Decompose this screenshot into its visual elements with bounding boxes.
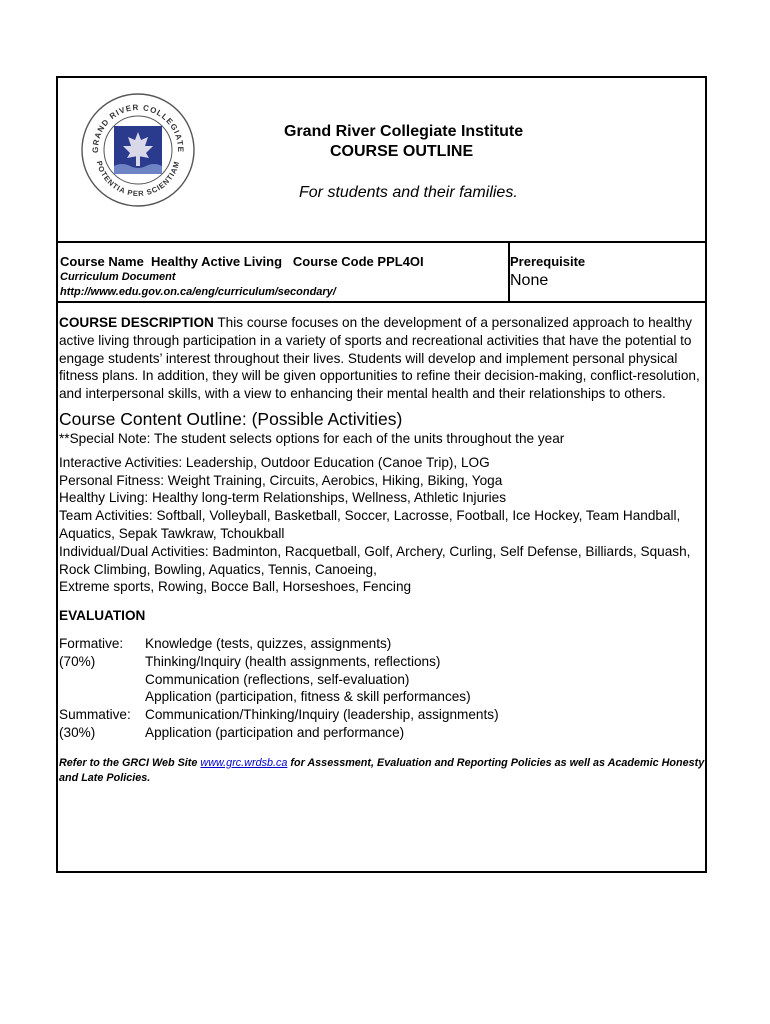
course-description	[59, 314, 707, 403]
special-note: **Special Note: The student selects options for each of the units throughout the year	[59, 430, 565, 446]
course-outline-frame	[56, 76, 707, 873]
evaluation-text: Communication/Thinking/Inquiry (leadership, assignments)	[145, 707, 499, 723]
evaluation-label: (70%)	[59, 653, 96, 669]
outline-item-interactive: Interactive Activities: Leadership, Outdoor Education (Canoe Trip), LOG	[59, 454, 490, 470]
evaluation-label: Formative:	[59, 635, 124, 651]
evaluation-label: (30%)	[59, 724, 96, 740]
evaluation-text: Communication (reflections, self-evaluation)	[145, 671, 410, 687]
prerequisite-label: Prerequisite	[510, 254, 586, 269]
grci-website-link[interactable]: www.grc.wrdsb.ca	[200, 756, 288, 769]
school-name: Grand River Collegiate Institute	[284, 123, 524, 140]
evaluation-row	[59, 671, 499, 689]
course-info-row	[58, 241, 705, 303]
description-text: This course focuses on the development of a personalized approach to healthy active living through participation in a variety of sports and recreational activities that have the potential to engage students’ interest throughout their lives. Students will develop and implement personal physical fitness plans. In addition, they will be given opportunities to refine their decision-making, conflict-resolution, and interpersonal skills, with a view to enhancing their mental health and their relationships to others.	[59, 315, 700, 402]
evaluation-text: Application (participation and performance)	[145, 724, 405, 740]
evaluation-label	[59, 688, 145, 706]
evaluation-text: Application (participation, fitness & skill performances)	[145, 689, 471, 705]
evaluation-table	[59, 635, 499, 742]
document-title: COURSE OUTLINE	[330, 143, 474, 160]
course-code-label: Course Code	[292, 254, 374, 269]
tagline: For students and their families.	[299, 184, 518, 201]
curriculum-url[interactable]: http://www.edu.gov.on.ca/eng/curriculum/secondary/	[60, 286, 336, 298]
refer-suffix: for Assessment, Evaluation and Reporting Policies as well as Academic Honesty and Late Policies.	[59, 756, 705, 784]
course-name-value: Healthy Active Living	[151, 254, 283, 269]
evaluation-row	[59, 688, 499, 706]
outline-item-extreme-sports: Extreme sports, Rowing, Bocce Ball, Horseshoes, Fencing	[59, 579, 412, 595]
policy-reference	[59, 756, 707, 786]
prerequisite-value: None	[510, 272, 549, 289]
svg-text:GRAND RIVER COLLEGIATE: GRAND RIVER COLLEGIATE	[90, 102, 186, 153]
outline-item-personal-fitness: Personal Fitness: Weight Training, Circuits, Aerobics, Hiking, Biking, Yoga	[59, 472, 503, 488]
course-name-line	[60, 254, 424, 269]
course-name-label: Course Name	[60, 254, 144, 269]
course-code-value: PPL4OI	[377, 254, 424, 269]
evaluation-label	[59, 671, 145, 689]
outline-item-individual-dual: Individual/Dual Activities: Badminton, Racquetball, Golf, Archery, Curling, Self Defense, Billiards, Squash, Rock Climbing, Bowling, Aquatics, Tennis, Canoeing,	[59, 543, 691, 577]
course-body	[59, 314, 707, 786]
school-seal-logo	[80, 92, 196, 208]
outline-item-healthy-living: Healthy Living: Healthy long-term Relationships, Wellness, Athletic Injuries	[59, 490, 507, 506]
evaluation-row	[59, 724, 499, 742]
outline-item-team-activities: Team Activities: Softball, Volleyball, Basketball, Soccer, Lacrosse, Football, Ice Hockey, Team Handball, Aquatics, Sepak Tawkraw, Tchoukball	[59, 508, 681, 541]
evaluation-row	[59, 653, 499, 671]
content-outline-heading: Course Content Outline: (Possible Activities)	[59, 408, 403, 429]
description-heading: COURSE DESCRIPTION	[59, 315, 214, 330]
course-info-cell	[58, 241, 510, 301]
svg-text:POTENTIA PER SCIENTIAM: POTENTIA PER SCIENTIAM	[94, 159, 182, 199]
header-section	[58, 78, 705, 243]
evaluation-text: Thinking/Inquiry (health assignments, reflections)	[145, 653, 441, 669]
curriculum-document-label: Curriculum Document	[60, 271, 176, 283]
evaluation-label: Summative:	[59, 707, 131, 723]
refer-prefix: Refer to the GRCI Web Site	[59, 756, 198, 769]
evaluation-row	[59, 706, 499, 724]
evaluation-heading: EVALUATION	[59, 608, 146, 624]
evaluation-text: Knowledge (tests, quizzes, assignments)	[145, 635, 392, 651]
evaluation-row	[59, 635, 499, 653]
